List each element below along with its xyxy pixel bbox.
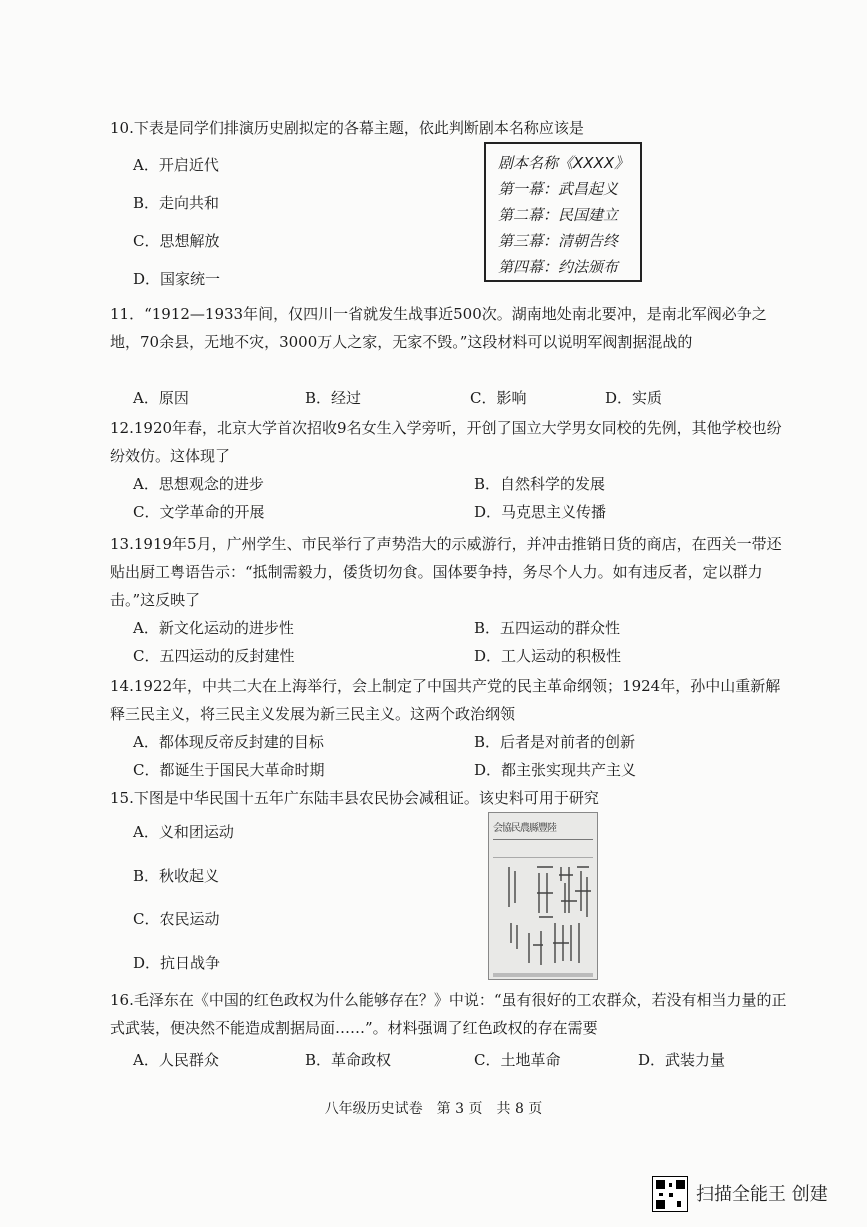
q11-option-c: C．影响 <box>470 389 527 407</box>
q15-option-d: D．抗日战争 <box>133 954 221 972</box>
q12-option-c: C．文学革命的开展 <box>133 503 265 521</box>
table-act-1: 第一幕：武昌起义 <box>498 180 619 198</box>
table-act-3: 第三幕：清朝告终 <box>498 232 619 250</box>
q14-option-b: B．后者是对前者的创新 <box>474 733 636 751</box>
q15-option-c: C．农民运动 <box>133 910 220 928</box>
q13-option-b: B．五四运动的群众性 <box>474 619 621 637</box>
table-act-2: 第二幕：民国建立 <box>498 206 619 224</box>
q15-stem: 15.下图是中华民国十五年广东陆丰县农民协会减租证。该史料可用于研究 <box>110 789 599 807</box>
q12-option-a: A．思想观念的进步 <box>133 475 264 493</box>
q16-stem: 16.毛泽东在《中国的红色政权为什么能够存在？》中说：“虽有很好的工农群众，若没有相当力量的正式武装，便决然不能造成割据局面……”。材料强调了红色政权的存在需要 <box>110 991 787 1037</box>
q16-option-d: D．武装力量 <box>638 1051 726 1069</box>
table-title: 剧本名称《XXXX》 <box>498 154 630 172</box>
q12-option-d: D．马克思主义传播 <box>474 503 607 521</box>
q11-option-d: D．实质 <box>605 389 663 407</box>
q13-option-a: A．新文化运动的进步性 <box>133 619 294 637</box>
q10-option-b: B．走向共和 <box>133 194 220 212</box>
q16-option-a: A．人民群众 <box>133 1051 219 1069</box>
q10-option-a: A．开启近代 <box>133 156 219 174</box>
script-title-table <box>484 142 642 282</box>
q11-stem: 11．“1912—1933年间，仅四川一省就发生战事近500次。湖南地处南北要冲，是南北军阀必争之地，70余县，无地不灾，3000万人之家，无家不毁。”这段材料可以说明军阀割据混战的 <box>110 305 767 351</box>
rent-reduction-certificate-image <box>488 812 598 980</box>
q14-option-a: A．都体现反帝反封建的目标 <box>133 733 324 751</box>
q11-option-a: A．原因 <box>133 389 189 407</box>
q13-option-d: D．工人运动的积极性 <box>474 647 622 665</box>
certificate-texture <box>489 813 599 981</box>
page-footer: 八年级历史试卷 第 3 页 共 8 页 <box>324 1101 543 1117</box>
q15-option-b: B．秋收起义 <box>133 867 220 885</box>
q10-stem: 10.下表是同学们排演历史剧拟定的各幕主题，依此判断剧本名称应该是 <box>110 119 584 137</box>
q14-option-d: D．都主张实现共产主义 <box>474 761 637 779</box>
certificate-header-text: 会協民農縣豐陸 <box>493 823 556 834</box>
qr-code-icon <box>652 1176 688 1212</box>
q10-option-c: C．思想解放 <box>133 232 220 250</box>
q14-stem: 14.1922年，中共二大在上海举行，会上制定了中国共产党的民主革命纲领；1924年，孙中山重新解释三民主义，将三民主义发展为新三民主义。这两个政治纲领 <box>110 677 781 723</box>
q11-option-b: B．经过 <box>305 389 362 407</box>
q14-option-c: C．都诞生于国民大革命时期 <box>133 761 325 779</box>
q16-option-b: B．革命政权 <box>305 1051 392 1069</box>
scanner-brand-text: 扫描全能王 创建 <box>696 1184 828 1205</box>
q10-option-d: D．国家统一 <box>133 270 221 288</box>
table-act-4: 第四幕：约法颁布 <box>498 258 619 276</box>
q12-option-b: B．自然科学的发展 <box>474 475 606 493</box>
q12-stem: 12.1920年春，北京大学首次招收9名女生入学旁听，开创了国立大学男女同校的先例，其他学校也纷纷效仿。这体现了 <box>110 419 782 465</box>
q15-option-a: A．义和团运动 <box>133 823 234 841</box>
q16-option-c: C．土地革命 <box>474 1051 561 1069</box>
q13-option-c: C．五四运动的反封建性 <box>133 647 295 665</box>
q13-stem: 13.1919年5月，广州学生、市民举行了声势浩大的示威游行，并冲击推销日货的商店，在西关一带还贴出厨工粤语告示：“抵制需毅力，倭货切勿食。国体要争持，务尽个人力。如有违反者，定以群力击。”这反映了 <box>110 535 782 609</box>
